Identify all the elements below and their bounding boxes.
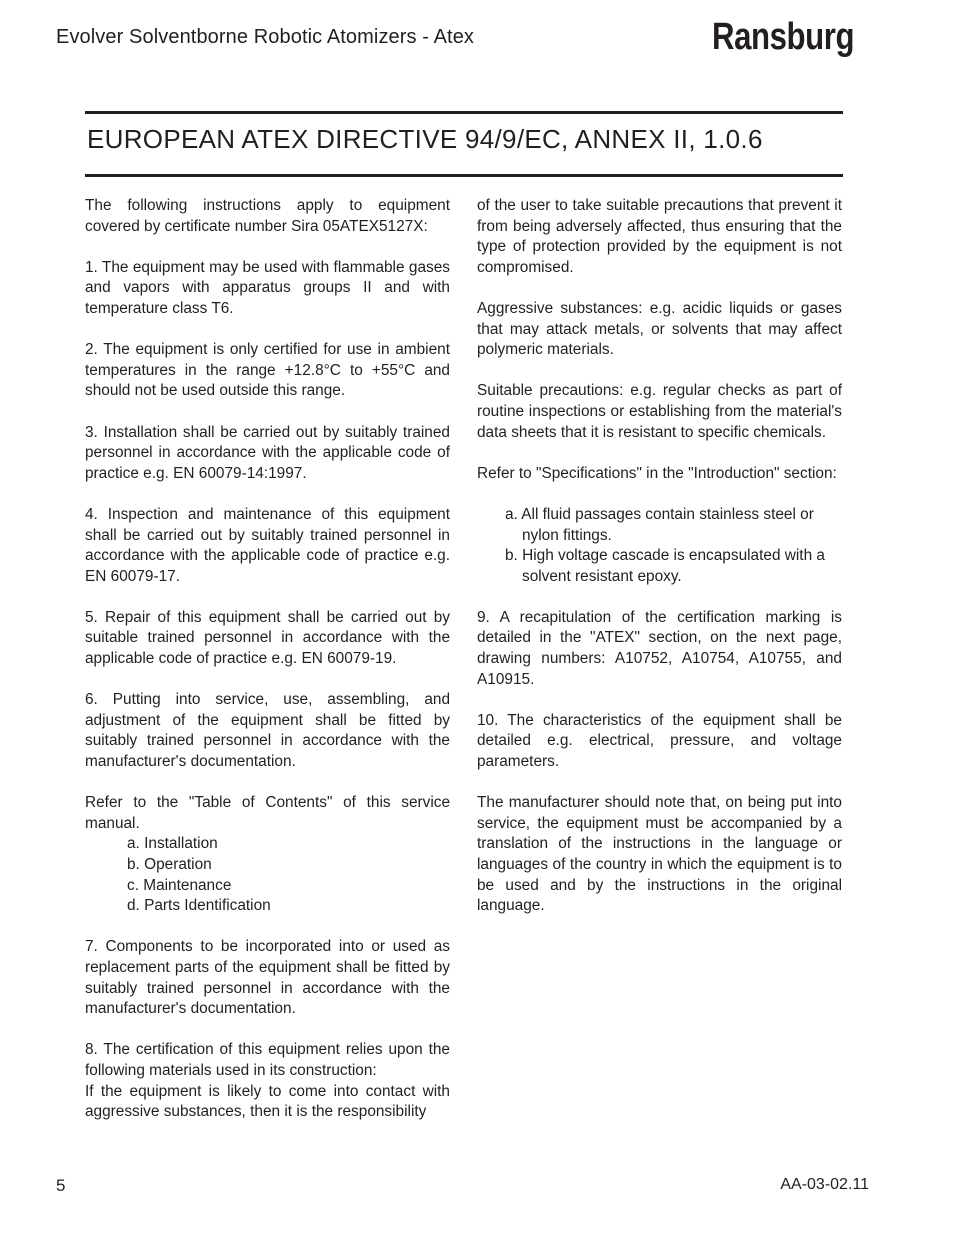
instruction-6: 6. Putting into service, use, assembling, and adjustment of the equipment shall be fitted by suitably trained personnel in accordance with the manufacturer's documentation.	[85, 691, 450, 771]
materials-list-item: a. All fluid passages contain stainless steel or nylon fittings.	[505, 505, 814, 544]
instruction-5: 5. Repair of this equipment shall be carried out by suitable trained personnel in accordance with the applicable code of practice e.g. EN 60079-19.	[85, 608, 450, 668]
section-title: EUROPEAN ATEX DIRECTIVE 94/9/EC, ANNEX II, 1.0.6	[87, 124, 763, 154]
instruction-2: 2. The equipment is only certified for use in ambient temperatures in the range +12.8°C to +55°C and should not be used outside this range.	[85, 341, 450, 400]
materials-list-item: b. High voltage cascade is encapsulated with a solvent resistant epoxy.	[505, 547, 825, 585]
instruction-8-continued-2: of the user to take suitable precautions that prevent it from being adversely affected, thus ensuring that the type of protection provided by the equipment is not compromised.	[477, 197, 842, 276]
toc-list-item: d. Parts Identification	[127, 897, 271, 915]
page-number: 5	[56, 1176, 66, 1195]
instruction-7: 7. Components to be incorporated into or used as replacement parts of the equipment shall be fitted by suitably trained personnel in accordance with the manufacturer's documentation.	[85, 938, 450, 1018]
instruction-3: 3. Installation shall be carried out by suitably trained personnel in accordance with the applicable code of practice e.g. EN 60079-14:1997.	[85, 423, 450, 482]
toc-list-item: a. Installation	[127, 835, 218, 853]
intro-paragraph: The following instructions apply to equipment covered by certificate number Sira 05ATEX5127X:	[85, 197, 450, 235]
materials-list	[477, 505, 842, 587]
title-bottom-rule	[85, 174, 843, 177]
document-code: AA-03-02.11	[780, 1176, 869, 1193]
instruction-8-continued: If the equipment is likely to come into contact with aggressive substances, then it is the responsibility	[85, 1082, 450, 1121]
instruction-9: 9. A recapitulation of the certification marking is detailed in the "ATEX" section, on the next page, drawing numbers: A10752, A10754, A10755, and A10915.	[477, 608, 842, 688]
right-text-column	[477, 196, 842, 937]
aggressive-substances-paragraph: Aggressive substances: e.g. acidic liquids or gases that may attack metals, or solvents that may affect polymeric materials.	[477, 299, 842, 359]
manufacturer-note-paragraph: The manufacturer should note that, on being put into service, the equipment must be accompanied by a translation of the instructions in the language or languages of the country in which the equipment is to be used and by the instructions in the original language.	[477, 794, 842, 915]
instruction-1: 1. The equipment may be used with flammable gases and vapors with apparatus groups II and with temperature class T6.	[85, 258, 450, 317]
refer-specifications-paragraph: Refer to "Specifications" in the "Introduction" section:	[477, 464, 837, 482]
ransburg-logo: Ransburg	[712, 16, 855, 58]
title-top-rule	[85, 111, 843, 114]
left-text-column	[85, 196, 450, 1123]
instruction-10: 10. The characteristics of the equipment shall be detailed e.g. electrical, pressure, and voltage parameters.	[477, 711, 842, 771]
toc-list-item: c. Maintenance	[127, 876, 232, 894]
toc-list-item: b. Operation	[127, 856, 212, 873]
instruction-8: 8. The certification of this equipment relies upon the following materials used in its construction:	[85, 1041, 450, 1079]
document-header-title: Evolver Solventborne Robotic Atomizers - Atex	[56, 26, 475, 48]
refer-toc-paragraph: Refer to the "Table of Contents" of this service manual.	[85, 794, 450, 832]
instruction-4: 4. Inspection and maintenance of this equipment shall be carried out by suitably trained personnel in accordance with the applicable code of practice e.g. EN 60079-17.	[85, 505, 450, 585]
suitable-precautions-paragraph: Suitable precautions: e.g. regular checks as part of routine inspections or establishing from the material's data sheets that it is resistant to specific chemicals.	[477, 382, 842, 441]
toc-list	[85, 834, 450, 916]
